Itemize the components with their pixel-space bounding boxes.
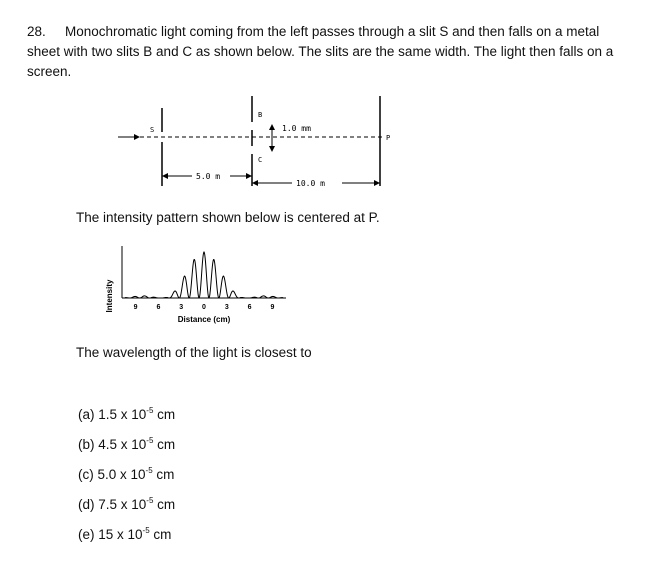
- distance-axis-label: Distance (cm): [177, 315, 231, 324]
- dim-source-to-slits: 5.0 m: [196, 172, 221, 181]
- intensity-axis-label: Intensity: [105, 279, 114, 313]
- distance-tick-label: 3: [224, 304, 229, 311]
- double-slit-setup-figure: [110, 90, 410, 195]
- distance-tick-label: 9: [270, 304, 275, 311]
- distance-tick-label: 6: [156, 304, 161, 311]
- choice-d[interactable]: (d) 7.5 x $10^{-5}$ cm: [78, 496, 176, 512]
- intensity-sentence: The intensity pattern shown below is centered at P.: [76, 210, 380, 225]
- choice-b[interactable]: (b) 4.5 x $10^{-5}$ cm: [78, 436, 176, 452]
- intensity-pattern-figure: [100, 240, 300, 330]
- slit-s-label: S: [150, 126, 155, 134]
- intensity-curve: [125, 252, 283, 298]
- slit-b-label: B: [258, 111, 263, 119]
- choice-a[interactable]: (a) 1.5 x $10^{-5}$ cm: [78, 406, 176, 422]
- answer-choices: [78, 400, 175, 550]
- distance-tick-label: 9: [133, 304, 138, 311]
- question-body: Monochromatic light coming from the left passes through a slit S and then falls on a metal sheet with two slits B and C as shown below. The slits are the same width. The light then falls on a screen.: [27, 24, 614, 79]
- wavelength-sentence: The wavelength of the light is closest to: [76, 345, 312, 360]
- slit-c-label: C: [258, 156, 263, 164]
- point-p-label: P: [386, 134, 391, 142]
- distance-tick-label: 0: [202, 304, 206, 311]
- dim-slit-separation: 1.0 mm: [282, 124, 311, 133]
- distance-tick-label: 3: [179, 304, 184, 311]
- question-text: [27, 22, 627, 82]
- choice-c[interactable]: (c) 5.0 x $10^{-5}$ cm: [78, 466, 175, 482]
- distance-tick-label: 6: [247, 304, 252, 311]
- choice-e[interactable]: (e) 15 x $10^{-5}$ cm: [78, 526, 172, 542]
- question-number: 28.: [27, 24, 46, 39]
- dim-slits-to-screen: 10.0 m: [296, 179, 325, 188]
